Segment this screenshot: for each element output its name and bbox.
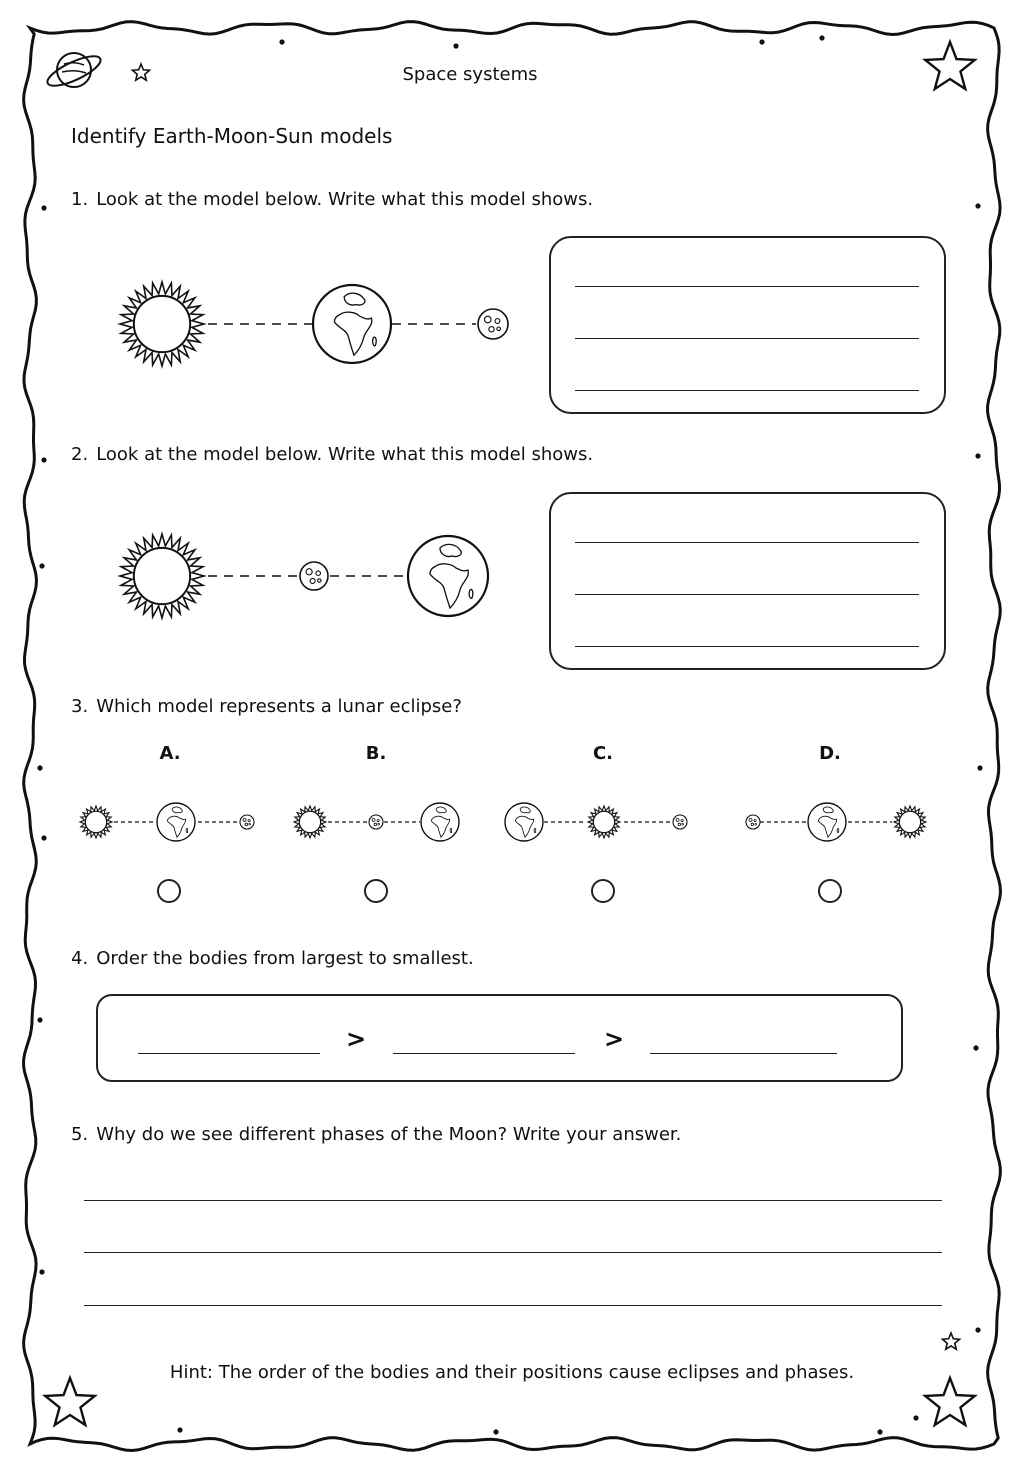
answer-line[interactable] (84, 1305, 942, 1306)
earth-icon (157, 803, 195, 841)
question-3 (71, 696, 462, 717)
sun-icon (894, 806, 926, 838)
earth-icon (421, 803, 459, 841)
answer-line[interactable] (575, 286, 919, 287)
question-text: Look at the model below. Write what this model shows. (96, 189, 594, 210)
order-blank-1[interactable] (138, 1053, 320, 1054)
option-a-diagram (70, 795, 270, 851)
hint-text: Hint: The order of the bodies and their positions cause eclipses and phases. (169, 1362, 855, 1383)
earth-icon (808, 803, 846, 841)
question-number: 4. (71, 948, 89, 969)
option-c-radio[interactable] (591, 879, 615, 903)
star-icon (940, 1331, 962, 1353)
star-icon (40, 1374, 100, 1434)
question-number: 5. (71, 1124, 89, 1145)
sun-icon (588, 806, 620, 838)
answer-line[interactable] (575, 594, 919, 595)
question-text: Order the bodies from largest to smallest. (96, 948, 474, 969)
option-b-diagram (284, 795, 484, 851)
worksheet-title: Identify Earth-Moon-Sun models (71, 124, 393, 148)
moon-icon (240, 815, 254, 829)
answer-box-1[interactable] (549, 236, 946, 414)
answer-line[interactable] (84, 1200, 942, 1201)
model-2-diagram (90, 508, 530, 648)
sun-icon (120, 534, 204, 618)
question-text: Why do we see different phases of the Moon? Write your answer. (96, 1124, 682, 1145)
question-text: Which model represents a lunar eclipse? (96, 696, 462, 717)
greater-than-symbol: > (346, 1025, 367, 1053)
answer-line[interactable] (575, 542, 919, 543)
question-4 (71, 948, 474, 969)
option-c-label: C. (592, 743, 614, 764)
earth-icon (505, 803, 543, 841)
option-c-diagram (500, 795, 700, 851)
question-number: 2. (71, 444, 89, 465)
question-number: 1. (71, 189, 89, 210)
star-icon (920, 1374, 980, 1434)
question-number: 3. (71, 696, 89, 717)
option-d-radio[interactable] (818, 879, 842, 903)
earth-icon (408, 536, 488, 616)
answer-line[interactable] (575, 338, 919, 339)
question-2 (71, 444, 593, 465)
question-5 (71, 1124, 681, 1145)
answer-line[interactable] (575, 646, 919, 647)
earth-icon (313, 285, 391, 363)
order-blank-3[interactable] (650, 1053, 837, 1054)
moon-icon (673, 815, 687, 829)
sun-icon (120, 282, 204, 366)
moon-icon (369, 815, 383, 829)
order-answer-box (96, 994, 903, 1082)
option-d-label: D. (819, 743, 841, 764)
answer-box-2[interactable] (549, 492, 946, 670)
moon-icon (478, 309, 508, 339)
option-d-diagram (736, 795, 936, 851)
option-a-radio[interactable] (157, 879, 181, 903)
option-b-label: B. (365, 743, 387, 764)
model-1-diagram (90, 255, 530, 395)
moon-icon (746, 815, 760, 829)
sun-icon (294, 806, 326, 838)
moon-icon (300, 562, 328, 590)
sun-icon (80, 806, 112, 838)
question-text: Look at the model below. Write what this model shows. (96, 444, 594, 465)
greater-than-symbol: > (604, 1025, 625, 1053)
option-a-label: A. (159, 743, 181, 764)
question-1 (71, 189, 593, 210)
page-header-title: Space systems (402, 64, 538, 85)
answer-line[interactable] (575, 390, 919, 391)
order-blank-2[interactable] (393, 1053, 575, 1054)
answer-line[interactable] (84, 1252, 942, 1253)
option-b-radio[interactable] (364, 879, 388, 903)
